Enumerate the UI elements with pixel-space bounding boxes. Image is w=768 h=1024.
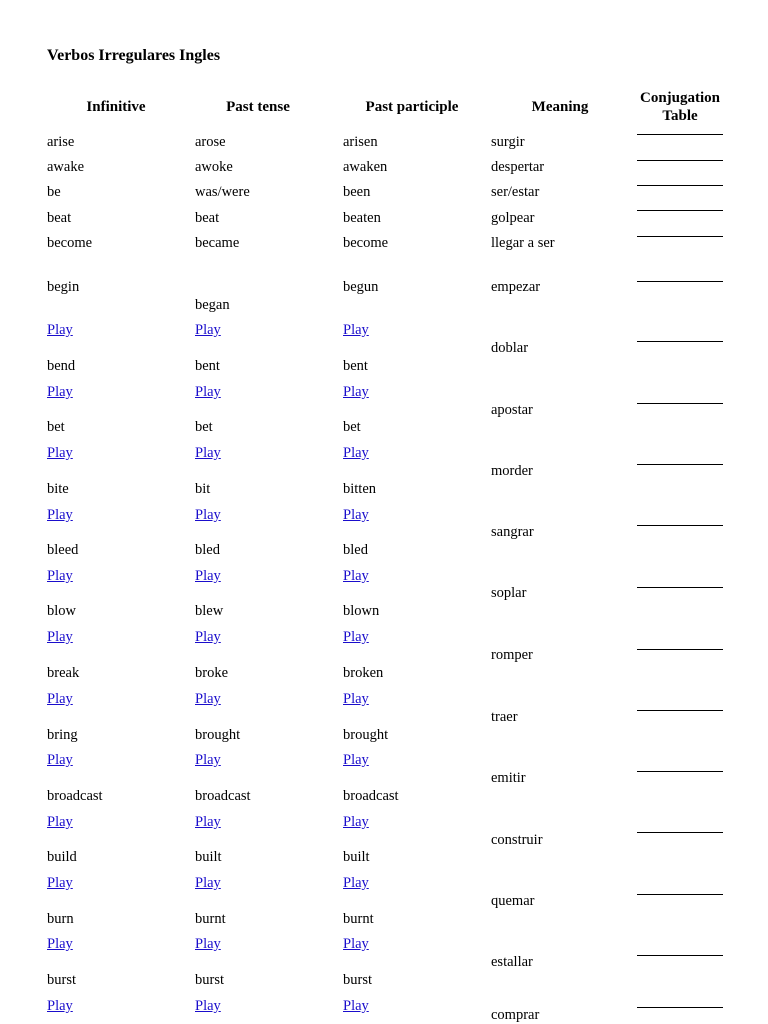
play-link-infinitive[interactable]: Play xyxy=(47,875,73,891)
past-tense-cell: burst xyxy=(195,972,224,988)
infinitive-cell: break xyxy=(47,665,80,681)
meaning-cell: sangrar xyxy=(491,524,534,540)
play-link-infinitive[interactable]: Play xyxy=(47,629,73,645)
infinitive-cell: bet xyxy=(47,419,65,435)
meaning-cell: romper xyxy=(491,647,533,663)
infinitive-cell: bring xyxy=(47,727,78,743)
past-participle-cell: become xyxy=(343,235,389,251)
page-title: Verbos Irregulares Ingles xyxy=(47,47,221,64)
past-tense-cell: bit xyxy=(195,481,211,497)
past-tense-cell: beat xyxy=(195,210,220,226)
play-link-past-tense[interactable]: Play xyxy=(195,814,221,830)
play-link-past-tense[interactable]: Play xyxy=(195,936,221,952)
past-participle-cell: begun xyxy=(343,279,379,295)
conjugation-table-blank xyxy=(637,955,723,956)
past-tense-cell: bled xyxy=(195,542,220,558)
play-link-past-tense[interactable]: Play xyxy=(195,322,221,338)
conjugation-table-blank xyxy=(637,236,723,237)
conjugation-table-blank xyxy=(637,832,723,833)
play-link-infinitive[interactable]: Play xyxy=(47,691,73,707)
infinitive-cell: blow xyxy=(47,603,76,619)
meaning-cell: estallar xyxy=(491,954,533,970)
conjugation-table-blank xyxy=(637,464,723,465)
conjugation-table-blank xyxy=(637,649,723,650)
past-participle-cell: bitten xyxy=(343,481,377,497)
play-link-past-tense[interactable]: Play xyxy=(195,691,221,707)
past-tense-cell: arose xyxy=(195,134,226,150)
past-participle-cell: arisen xyxy=(343,134,378,150)
meaning-cell: surgir xyxy=(491,134,525,150)
meaning-cell: empezar xyxy=(491,279,541,295)
play-link-past-participle[interactable]: Play xyxy=(343,322,369,338)
header-conjugation-line2: Table xyxy=(662,108,698,124)
play-link-past-participle[interactable]: Play xyxy=(343,507,369,523)
conjugation-table-blank xyxy=(637,587,723,588)
play-link-infinitive[interactable]: Play xyxy=(47,998,73,1014)
past-participle-cell: beaten xyxy=(343,210,381,226)
play-link-past-participle[interactable]: Play xyxy=(343,445,369,461)
conjugation-table-blank xyxy=(637,281,723,282)
play-link-past-tense[interactable]: Play xyxy=(195,445,221,461)
play-link-past-participle[interactable]: Play xyxy=(343,691,369,707)
header-past-tense: Past tense xyxy=(226,99,290,115)
past-tense-cell: burnt xyxy=(195,911,226,927)
past-tense-cell: was/were xyxy=(195,184,250,200)
meaning-cell: soplar xyxy=(491,585,527,601)
infinitive-cell: burn xyxy=(47,911,74,927)
infinitive-cell: become xyxy=(47,235,93,251)
past-tense-cell: became xyxy=(195,235,240,251)
conjugation-table-blank xyxy=(637,160,723,161)
header-conjugation-table xyxy=(630,89,730,125)
play-link-infinitive[interactable]: Play xyxy=(47,507,73,523)
play-link-infinitive[interactable]: Play xyxy=(47,568,73,584)
past-tense-cell: began xyxy=(195,297,230,313)
past-tense-cell: broke xyxy=(195,665,229,681)
play-link-past-tense[interactable]: Play xyxy=(195,752,221,768)
play-link-past-participle[interactable]: Play xyxy=(343,875,369,891)
meaning-cell: quemar xyxy=(491,893,535,909)
past-participle-cell: broken xyxy=(343,665,384,681)
play-link-past-participle[interactable]: Play xyxy=(343,629,369,645)
past-tense-cell: built xyxy=(195,849,222,865)
meaning-cell: despertar xyxy=(491,159,545,175)
past-tense-cell: blew xyxy=(195,603,224,619)
infinitive-cell: begin xyxy=(47,279,80,295)
conjugation-table-blank xyxy=(637,710,723,711)
conjugation-table-blank xyxy=(637,341,723,342)
meaning-cell: comprar xyxy=(491,1007,540,1023)
play-link-infinitive[interactable]: Play xyxy=(47,814,73,830)
header-past-participle: Past participle xyxy=(365,99,459,115)
meaning-cell: doblar xyxy=(491,340,529,356)
past-participle-cell: blown xyxy=(343,603,380,619)
past-participle-cell: burst xyxy=(343,972,372,988)
conjugation-table-blank xyxy=(637,134,723,135)
meaning-cell: golpear xyxy=(491,210,535,226)
infinitive-cell: burst xyxy=(47,972,76,988)
conjugation-table-blank xyxy=(637,894,723,895)
past-participle-cell: bet xyxy=(343,419,361,435)
infinitive-cell: bend xyxy=(47,358,76,374)
past-participle-cell: been xyxy=(343,184,371,200)
meaning-cell: ser/estar xyxy=(491,184,540,200)
play-link-past-participle[interactable]: Play xyxy=(343,998,369,1014)
past-participle-cell: bled xyxy=(343,542,368,558)
conjugation-table-blank xyxy=(637,185,723,186)
meaning-cell: morder xyxy=(491,463,533,479)
play-link-past-participle[interactable]: Play xyxy=(343,568,369,584)
infinitive-cell: beat xyxy=(47,210,72,226)
play-link-past-tense[interactable]: Play xyxy=(195,568,221,584)
play-link-past-tense[interactable]: Play xyxy=(195,384,221,400)
past-participle-cell: broadcast xyxy=(343,788,399,804)
past-participle-cell: burnt xyxy=(343,911,374,927)
meaning-cell: apostar xyxy=(491,402,533,418)
past-tense-cell: brought xyxy=(195,727,241,743)
play-link-past-tense[interactable]: Play xyxy=(195,507,221,523)
conjugation-table-blank xyxy=(637,525,723,526)
conjugation-table-blank xyxy=(637,771,723,772)
infinitive-cell: be xyxy=(47,184,61,200)
past-participle-cell: brought xyxy=(343,727,389,743)
meaning-cell: traer xyxy=(491,709,518,725)
past-tense-cell: bet xyxy=(195,419,213,435)
infinitive-cell: build xyxy=(47,849,77,865)
play-link-infinitive[interactable]: Play xyxy=(47,752,73,768)
play-link-infinitive[interactable]: Play xyxy=(47,445,73,461)
infinitive-cell: awake xyxy=(47,159,85,175)
past-participle-cell: bent xyxy=(343,358,368,374)
past-participle-cell: built xyxy=(343,849,370,865)
play-link-infinitive[interactable]: Play xyxy=(47,936,73,952)
play-link-past-tense[interactable]: Play xyxy=(195,998,221,1014)
play-link-past-participle[interactable]: Play xyxy=(343,384,369,400)
play-link-infinitive[interactable]: Play xyxy=(47,384,73,400)
header-meaning: Meaning xyxy=(531,99,589,115)
meaning-cell: emitir xyxy=(491,770,526,786)
infinitive-cell: arise xyxy=(47,134,75,150)
conjugation-table-blank xyxy=(637,1007,723,1008)
infinitive-cell: bite xyxy=(47,481,69,497)
play-link-past-participle[interactable]: Play xyxy=(343,814,369,830)
play-link-infinitive[interactable]: Play xyxy=(47,322,73,338)
past-tense-cell: broadcast xyxy=(195,788,251,804)
past-tense-cell: bent xyxy=(195,358,220,374)
play-link-past-tense[interactable]: Play xyxy=(195,875,221,891)
header-infinitive: Infinitive xyxy=(86,99,146,115)
conjugation-table-blank xyxy=(637,403,723,404)
play-link-past-tense[interactable]: Play xyxy=(195,629,221,645)
past-participle-cell: awaken xyxy=(343,159,388,175)
play-link-past-participle[interactable]: Play xyxy=(343,936,369,952)
past-tense-cell: awoke xyxy=(195,159,233,175)
conjugation-table-blank xyxy=(637,210,723,211)
meaning-cell: llegar a ser xyxy=(491,235,555,251)
play-link-past-participle[interactable]: Play xyxy=(343,752,369,768)
header-conjugation-line1: Conjugation xyxy=(639,90,721,106)
infinitive-cell: bleed xyxy=(47,542,79,558)
infinitive-cell: broadcast xyxy=(47,788,103,804)
meaning-cell: construir xyxy=(491,832,543,848)
